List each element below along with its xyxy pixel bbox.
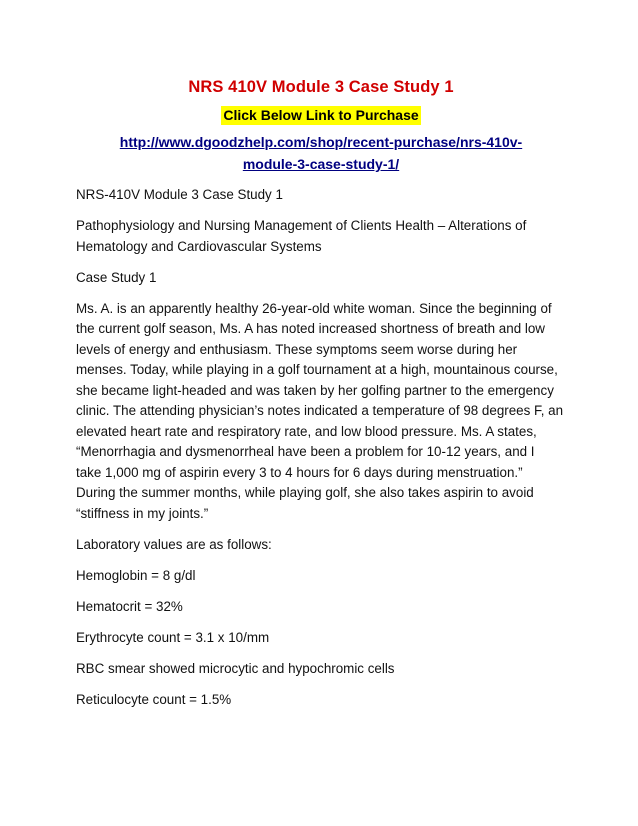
purchase-link[interactable] <box>120 134 522 172</box>
lab-intro: Laboratory values are as follows: <box>76 536 272 552</box>
topic-paragraph <box>76 216 566 257</box>
topic-line: Pathophysiology and Nursing Management of Clients Health – Alterations of <box>76 218 527 233</box>
case-line: the current golf season, Ms. A has noted increased shortness of breath and low <box>76 321 545 336</box>
lab-value: RBC smear showed microcytic and hypochromic cells <box>76 660 395 676</box>
lab-value: Hemoglobin = 8 g/dl <box>76 567 196 583</box>
case-line: levels of energy and enthusiasm. These symptoms seem worse during her <box>76 341 518 357</box>
case-line: “stiffness in my joints.” <box>76 505 209 521</box>
document-content <box>76 76 566 721</box>
topic-line: Hematology and Cardiovascular Systems <box>76 238 322 254</box>
case-line: she became light-headed and was taken by her golfing partner to the emergency <box>76 382 554 398</box>
lab-value: Erythrocyte count = 3.1 x 10/mm <box>76 629 270 645</box>
case-line: Ms. A. is an apparently healthy 26-year-old white woman. Since the beginning of <box>76 300 552 316</box>
case-line: take 1,000 mg of aspirin every 3 to 4 hours for 6 days during menstruation.” <box>76 464 523 480</box>
purchase-label: Click Below Link to Purchase <box>223 107 419 123</box>
lab-value: Reticulocyte count = 1.5% <box>76 691 232 707</box>
case-line: menses. Today, while playing in a golf tournament at a high, mountainous course, <box>76 362 558 377</box>
document-title: NRS 410V Module 3 Case Study 1 <box>188 78 454 96</box>
purchase-link-line2[interactable]: module-3-case-study-1/ <box>242 156 400 172</box>
case-line: elevated heart rate and respiratory rate, and low blood pressure. Ms. A states, <box>76 423 537 439</box>
case-heading: Case Study 1 <box>76 269 157 285</box>
case-line: During the summer months, while playing golf, she also takes aspirin to avoid <box>76 485 534 500</box>
case-line: clinic. The attending physician’s notes indicated a temperature of 98 degrees F, an <box>76 403 564 418</box>
purchase-banner <box>76 106 566 125</box>
lab-value: Hematocrit = 32% <box>76 598 183 614</box>
case-line: “Menorrhagia and dysmenorrheal have been a problem for 10-12 years, and I <box>76 444 535 459</box>
purchase-link-line1[interactable]: http://www.dgoodzhelp.com/shop/recent-purchase/nrs-410v- <box>119 134 523 150</box>
case-paragraph <box>76 299 566 525</box>
document-subtitle: NRS-410V Module 3 Case Study 1 <box>76 187 283 202</box>
purchase-link-block <box>58 131 584 175</box>
